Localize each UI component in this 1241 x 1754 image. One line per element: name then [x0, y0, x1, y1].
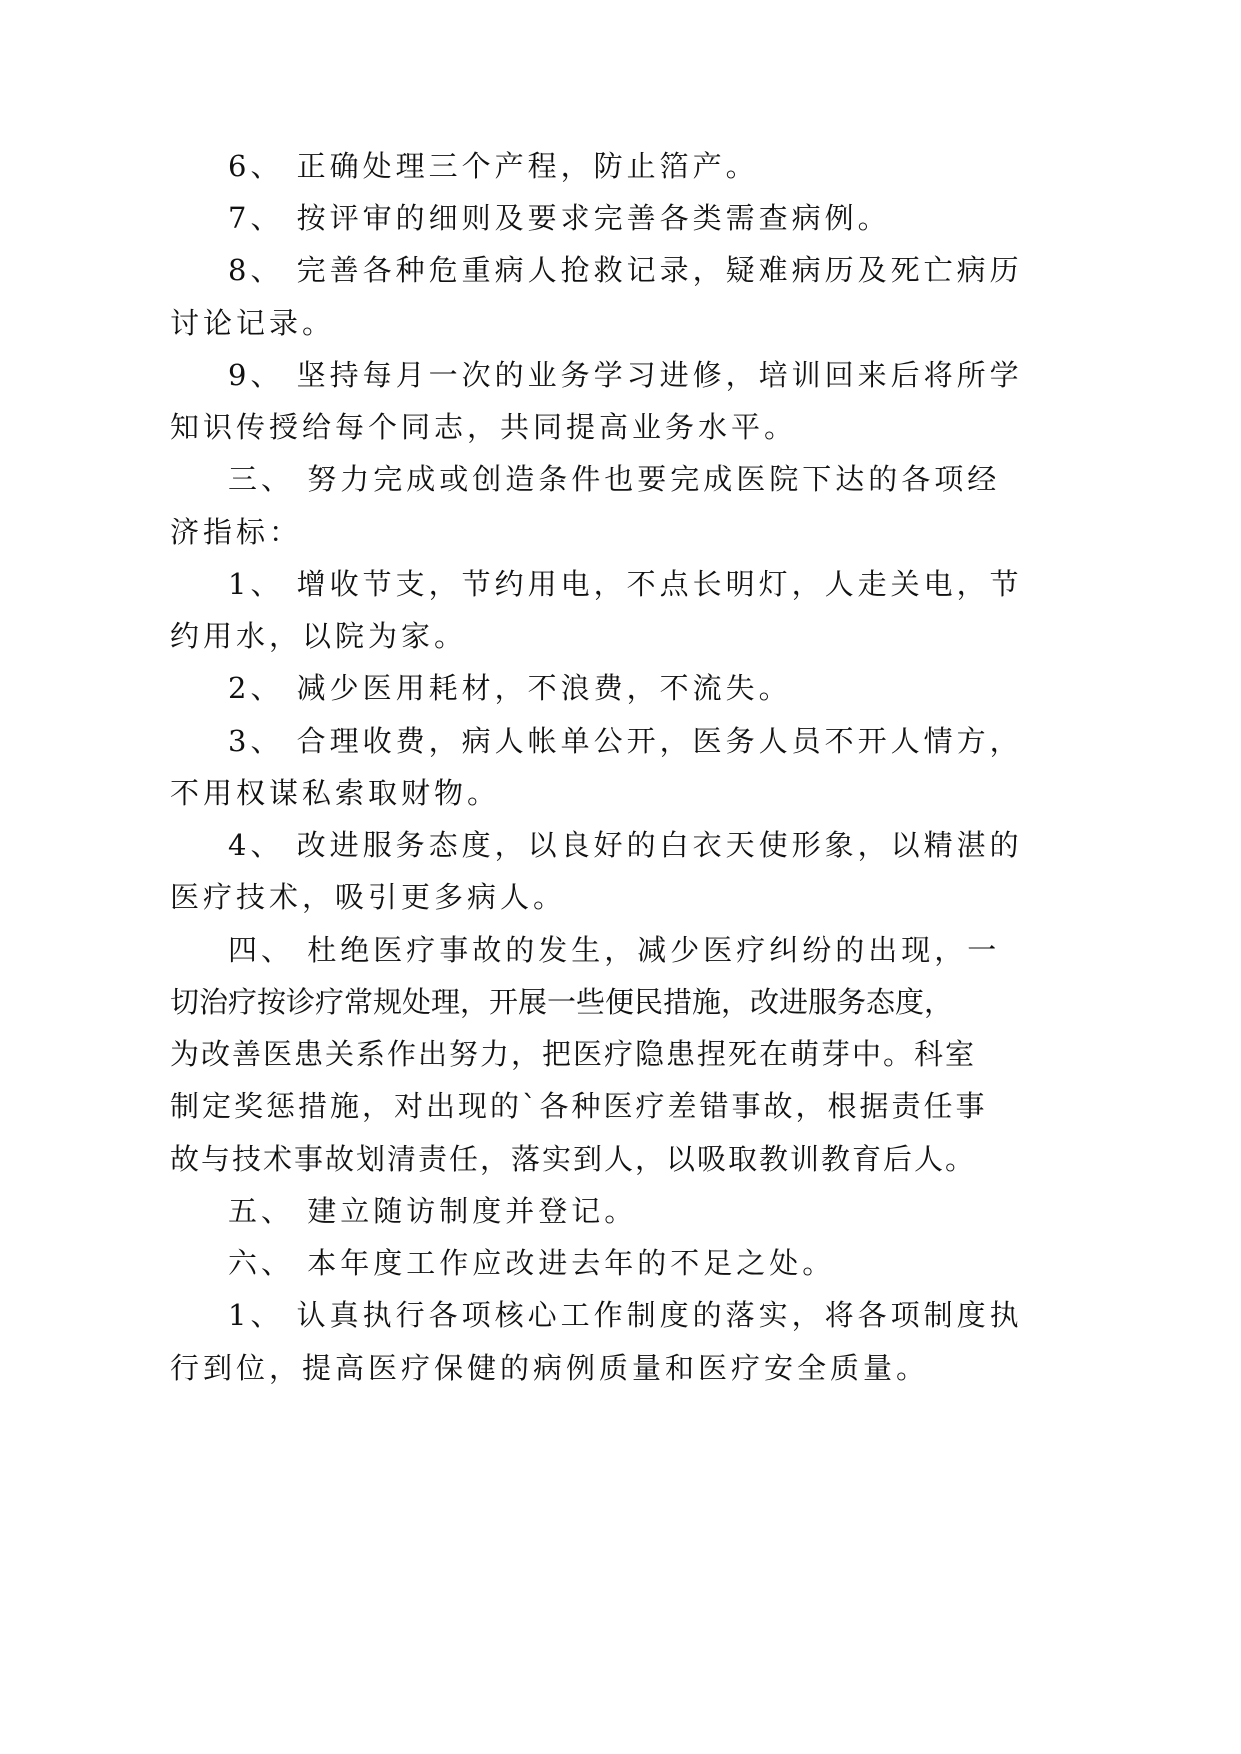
text-line: 3、 合理收费，病人帐单公开，医务人员不开人情方，	[228, 724, 1023, 758]
text-line: 4、 改进服务态度，以良好的白衣天使形象，以精湛的	[228, 828, 1023, 862]
text-line: 切治疗按诊疗常规处理，开展一些便民措施，改进服务态度，	[170, 985, 954, 1019]
text-line: 五、 建立随访制度并登记。	[228, 1194, 638, 1228]
text-line: 不用权谋私索取财物。	[170, 776, 501, 810]
text-line: 制定奖惩措施，对出现的`各种医疗差错事故，根据责任事	[170, 1089, 988, 1123]
text-line: 1、 认真执行各项核心工作制度的落实，将各项制度执	[228, 1298, 1023, 1332]
text-line: 医疗技术，吸引更多病人。	[170, 880, 567, 914]
text-line: 为改善医患关系作出努力，把医疗隐患捏死在萌芽中。科室	[170, 1037, 977, 1071]
text-line: 三、 努力完成或创造条件也要完成医院下达的各项经	[228, 462, 1001, 496]
text-line: 8、 完善各种危重病人抢救记录，疑难病历及死亡病历	[228, 253, 1023, 287]
text-line: 济指标：	[170, 515, 303, 549]
text-line: 约用水，以院为家。	[170, 619, 468, 653]
text-line: 讨论记录。	[170, 306, 336, 340]
text-line: 故与技术事故划清责任，落实到人，以吸取教训教育后人。	[170, 1142, 977, 1176]
text-line: 1、 增收节支，节约用电，不点长明灯，人走关电，节	[228, 567, 1023, 601]
text-line: 9、 坚持每月一次的业务学习进修，培训回来后将所学	[228, 358, 1023, 392]
text-line: 7、 按评审的细则及要求完善各类需查病例。	[228, 201, 891, 235]
text-line: 行到位，提高医疗保健的病例质量和医疗安全质量。	[170, 1351, 930, 1385]
text-line: 知识传授给每个同志，共同提高业务水平。	[170, 410, 798, 444]
text-line: 六、 本年度工作应改进去年的不足之处。	[228, 1246, 836, 1280]
text-line: 6、 正确处理三个产程，防止箔产。	[228, 149, 759, 183]
text-line: 四、 杜绝医疗事故的发生，减少医疗纠纷的出现，一	[228, 933, 1001, 967]
text-line: 2、 减少医用耗材，不浪费，不流失。	[228, 671, 792, 705]
